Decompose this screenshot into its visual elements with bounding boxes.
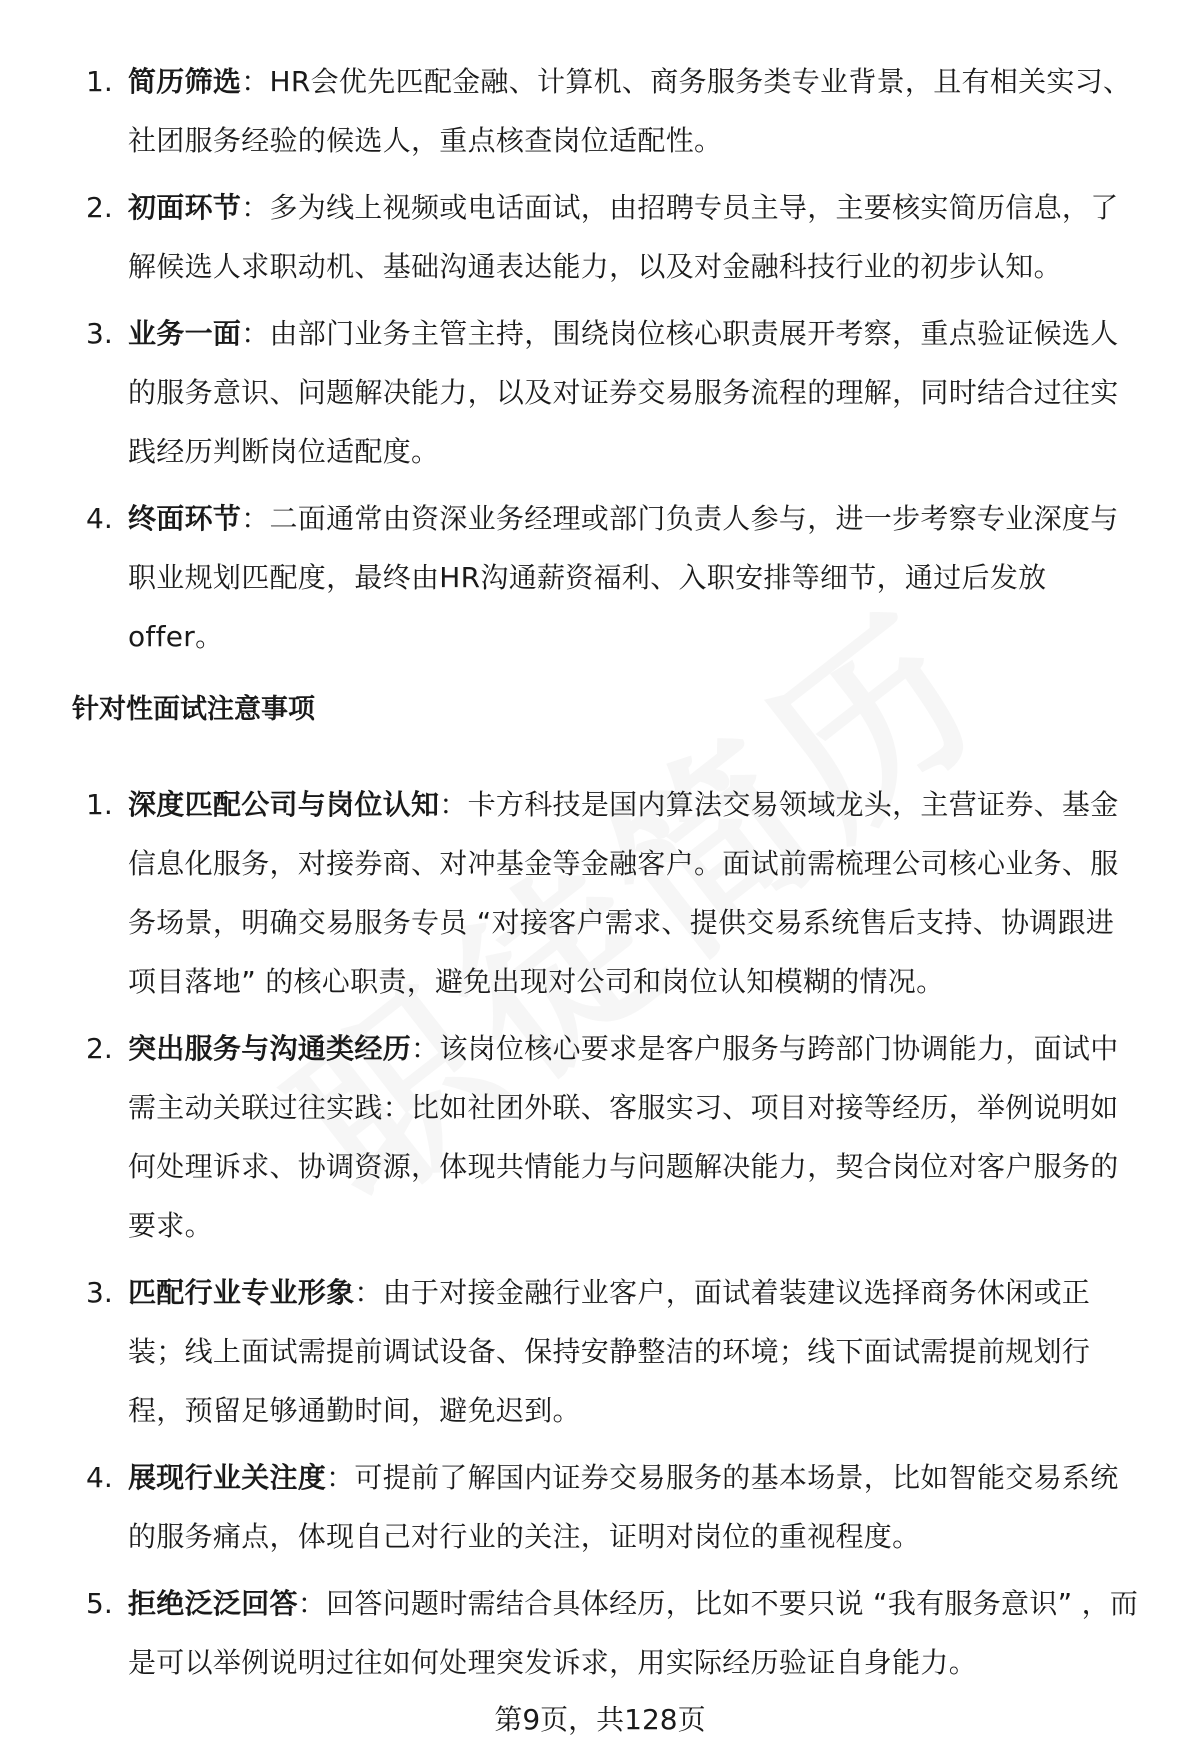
item-body: ：回答问题时需结合具体经历，比如不要只说 “我有服务意识” ，而是可以举例说明过往如何处理突发诉求，用实际经历验证自身能力。 [128,1587,1139,1679]
item-body: ：该岗位核心要求是客户服务与跨部门协调能力，面试中需主动关联过往实践：比如社团外联、客服实习、项目对接等经历，举例说明如何处理诉求、协调资源，体现共情能力与问题解决能力，契合岗位对客户服务的要求。 [128,1032,1119,1242]
item-title: 突出服务与沟通类经历 [128,1032,412,1065]
list-item [80,52,1140,170]
item-body: ：多为线上视频或电话面试，由招聘专员主导，主要核实简历信息，了解候选人求职动机、基础沟通表达能力，以及对金融科技行业的初步认知。 [128,191,1119,283]
list-number: 2. [86,1032,113,1065]
list-item [80,1019,1140,1255]
list-item [80,1263,1140,1440]
item-title: 终面环节 [128,502,242,535]
item-body: ：卡方科技是国内算法交易领域龙头，主营证券、基金信息化服务，对接券商、对冲基金等金融客户。面试前需梳理公司核心业务、服务场景，明确交易服务专员 “对接客户需求、提供交易系统售后支持、协调跟进项目落地” 的核心职责，避免出现对公司和岗位认知模糊的情况。 [128,788,1119,998]
list-text [128,52,1140,170]
list-number: 3. [86,1276,113,1309]
list-item [80,1448,1140,1566]
item-body: ：由部门业务主管主持，围绕岗位核心职责展开考察，重点验证候选人的服务意识、问题解决能力，以及对证券交易服务流程的理解，同时结合过往实践经历判断岗位适配度。 [128,317,1119,468]
item-body: ：由于对接金融行业客户，面试着装建议选择商务休闲或正装；线上面试需提前调试设备、保持安静整洁的环境；线下面试需提前规划行程，预留足够通勤时间，避免迟到。 [128,1276,1091,1427]
list-text [128,304,1140,481]
item-title: 拒绝泛泛回答 [128,1587,298,1620]
list-number: 5. [86,1587,113,1620]
item-title: 初面环节 [128,191,242,224]
list-text [128,1448,1140,1566]
item-title: 展现行业关注度 [128,1461,327,1494]
list-text [128,1574,1140,1692]
list-number: 3. [86,317,113,350]
item-title: 匹配行业专业形象 [128,1276,355,1309]
list-number: 4. [86,1461,113,1494]
list-item [80,775,1140,1011]
list-text [128,178,1140,296]
list-item [80,1574,1140,1692]
page-footer: 第9页，共128页 [494,1703,706,1736]
list-text [128,1263,1140,1440]
item-body: ：二面通常由资深业务经理或部门负责人参与，进一步考察专业深度与职业规划匹配度，最终由HR沟通薪资福利、入职安排等细节，通过后发放offer。 [128,502,1119,653]
list-text [128,775,1140,1011]
section-title: 针对性面试注意事项 [72,694,315,725]
item-title: 业务一面 [128,317,242,350]
list-number: 1. [86,788,113,821]
list-number: 2. [86,191,113,224]
list-text [128,489,1140,666]
list-item [80,178,1140,296]
list-item [80,489,1140,666]
list-text [128,1019,1140,1255]
interview-tips-list [80,775,1140,1692]
item-body: ：可提前了解国内证券交易服务的基本场景，比如智能交易系统的服务痛点，体现自己对行业的关注，证明对岗位的重视程度。 [128,1461,1119,1553]
interview-process-list [80,52,1140,666]
item-title: 简历筛选 [128,65,242,98]
list-item [80,304,1140,481]
list-number: 4. [86,502,113,535]
item-title: 深度匹配公司与岗位认知 [128,788,440,821]
list-number: 1. [86,65,113,98]
item-body: ：HR会优先匹配金融、计算机、商务服务类专业背景，且有相关实习、社团服务经验的候选人，重点核查岗位适配性。 [128,65,1132,157]
